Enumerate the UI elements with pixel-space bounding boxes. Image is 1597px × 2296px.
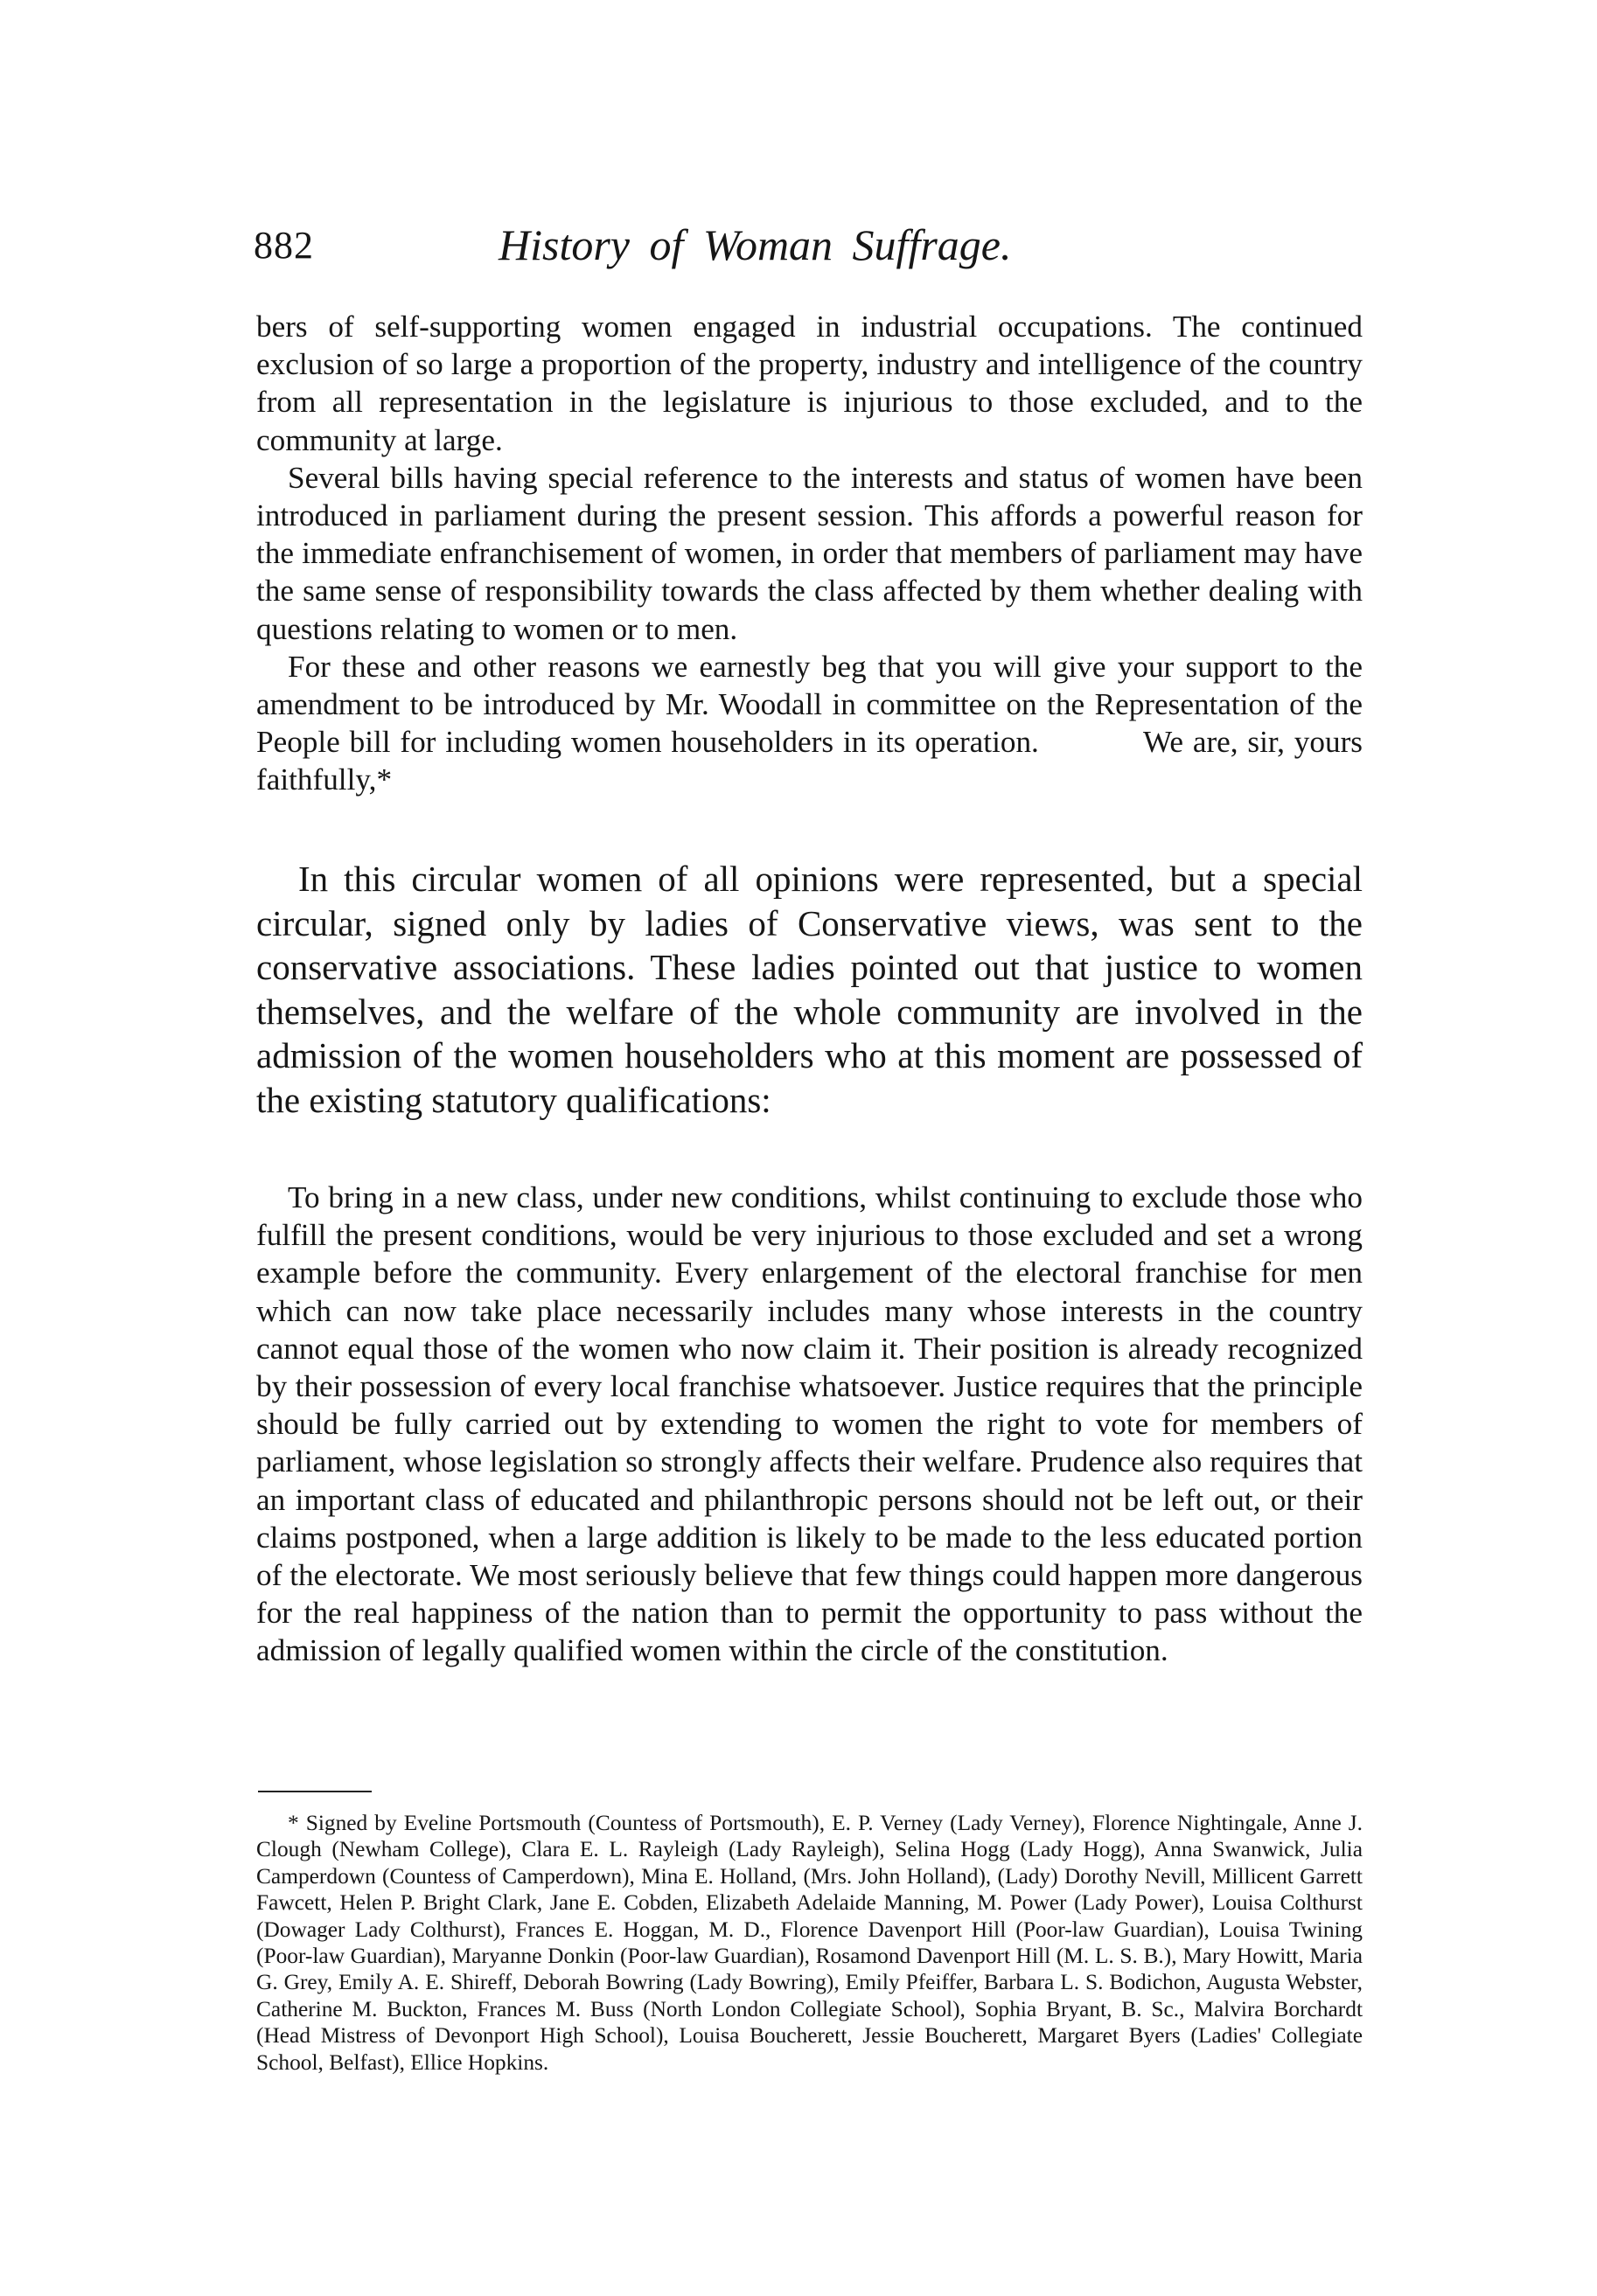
conservative-circular-extract (256, 1179, 1363, 1670)
footnote-rule (258, 1791, 372, 1792)
extract-paragraph: Several bills having special reference to the interests and status of women have been introduced in parliament during the present session. This affords a powerful reason for the immediate enfranchisement of women, in order that members of parliament may have the same sense of responsibility towards the class affected by them whether dealing with questions relating to women or to men. (256, 460, 1363, 646)
footnote-text: * Signed by Eveline Portsmouth (Countess of Portsmouth), E. P. Verney (Lady Verney), Florence Nightingale, Anne J. Clough (Newham College), Clara E. L. Rayleigh (Lady Rayleigh), Selina Hogg (Lady Hogg), Anna Swanwick, Julia Camperdown (Countess of Camperdown), Mina E. Holland, (Mrs. John Holland), (Lady) Dorothy Nevill, Millicent Garrett Fawcett, Helen P. Bright Clark, Jane E. Cobden, Elizabeth Adelaide Manning, M. Power (Lady Power), Louisa Colthurst (Dowager Lady Colthurst), Frances E. Hoggan, M. D., Florence Davenport Hill (Poor-law Guardian), Louisa Twining (Poor-law Guardian), Maryanne Donkin (Poor-law Guardian), Rosamond Davenport Hill (M. L. S. B.), Mary Howitt, Maria G. Grey, Emily A. E. Shireff, Deborah Bowring (Lady Bowring), Emily Pfeiffer, Barbara L. S. Bodichon, Augusta Webster, Catherine M. Buckton, Frances M. Buss (North London Collegiate School), Sophia Bryant, B. Sc., Malvira Borchardt (Head Mistress of Devonport High School), Louisa Boucherett, Jessie Boucherett, Margaret Byers (Ladies' Collegiate School, Belfast), Ellice Hopkins. (256, 1811, 1363, 2075)
running-header (254, 220, 1364, 293)
quoted-letter-extract (256, 308, 1363, 799)
extract-paragraph-closing (256, 648, 1363, 799)
body-paragraph: In this circular women of all opinions were represented, but a special circular, signed only by ladies of Conservative views, was sent to the conservative associations. These ladies pointed out that justice to women themselves, and the welfare of the whole community are involved in the admission of the women householders who at this moment are possessed of the existing statutory qualifications: (256, 859, 1363, 1120)
footnote (256, 1810, 1363, 2076)
running-title: History of Woman Suffrage. (499, 220, 1012, 269)
body-paragraph-block (256, 857, 1363, 1123)
page-number: 882 (254, 224, 314, 267)
extract-paragraph-text: For these and other reasons we earnestly beg that you will give your support to the amendment to be introduced by Mr. Woodall in committee on the Representation of the People bill for including women householders in its operation. (256, 649, 1363, 760)
extract-paragraph-continued: bers of self-supporting women engaged in industrial occupations. The continued exclusion of so large a proportion of the property, industry and intelligence of the country from all representation in the legislature is injurious to those excluded, and to the community at large. (256, 310, 1363, 457)
letter-closing: We are, sir, yours faithfully,* (256, 725, 1363, 797)
extract-paragraph: To bring in a new class, under new conditions, whilst continuing to exclude those who fulfill the present conditions, would be very injurious to those excluded and set a wrong example before the community. Every enlargement of the electoral franchise for men which can now take place necessarily includes many whose interests in the country cannot equal those of the women who now claim it. Their position is already recognized by their possession of every local franchise whatsoever. Justice requires that the principle should be fully carried out by extending to women the right to vote for members of parliament, whose legislation so strongly affects their welfare. Prudence also requires that an important class of educated and philanthropic persons should not be left out, or their claims postponed, when a large addition is likely to be made to the less educated portion of the electorate. We most seriously believe that few things could happen more dangerous for the real happiness of the nation than to permit the opportunity to pass without the admission of legally qualified women within the circle of the constitution. (256, 1180, 1363, 1668)
